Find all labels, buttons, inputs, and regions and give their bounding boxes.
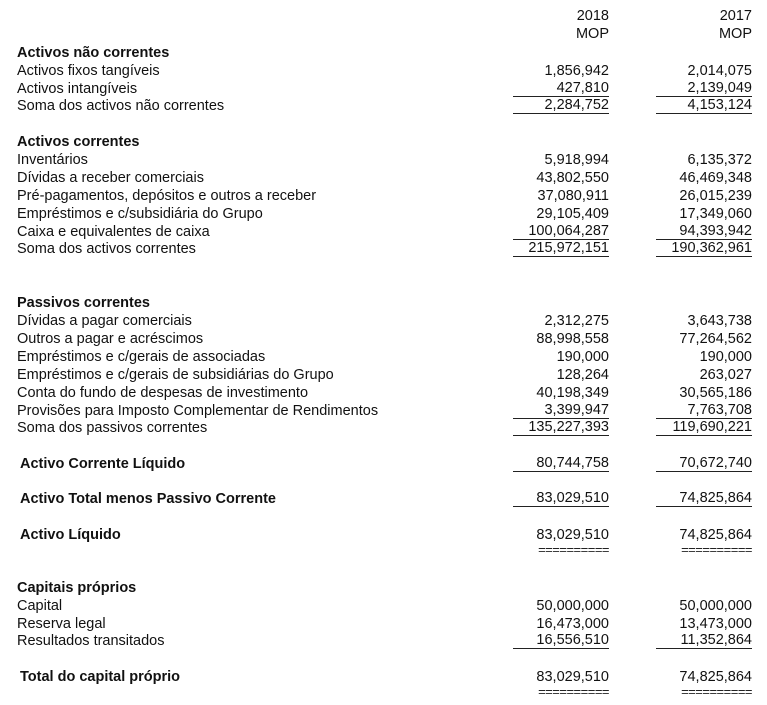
- table-row: Outros a pagar e acréscimos 88,998,558 77,264,562: [17, 331, 752, 347]
- table-row: Caixa e equivalentes de caixa 100,064,287 94,393,942: [17, 223, 752, 240]
- total-row-net-assets: Activo Líquido 83,029,510 74,825,864: [20, 527, 752, 543]
- section-title-current-assets: Activos correntes: [17, 134, 140, 150]
- section-title-non-current-assets: Activos não correntes: [17, 45, 170, 61]
- table-row: Activos intangíveis 427,810 2,139,049: [17, 80, 752, 97]
- column-header-years: [0, 8, 767, 26]
- double-underline: ==========: [681, 542, 752, 557]
- section-title-current-liabilities: Passivos correntes: [17, 295, 150, 311]
- double-underline: ==========: [681, 684, 752, 699]
- table-row: Capital 50,000,000 50,000,000: [17, 598, 752, 614]
- table-row: Empréstimos e c/subsidiária do Grupo 29,105,409 17,349,060: [17, 206, 752, 222]
- double-underline: ==========: [538, 684, 609, 699]
- table-row: Activos fixos tangíveis 1,856,942 2,014,075: [17, 63, 752, 79]
- section-title-equity: Capitais próprios: [17, 580, 137, 596]
- table-row: Empréstimos e c/gerais de associadas 190,000 190,000: [17, 349, 752, 365]
- double-underline: ==========: [538, 542, 609, 557]
- double-rule-row: [0, 544, 767, 562]
- double-rule-row: [0, 686, 767, 704]
- table-row: Resultados transitados 16,556,510 11,352,864: [17, 632, 752, 649]
- total-row-equity: Total do capital próprio 83,029,510 74,825,864: [20, 669, 752, 685]
- table-row: Conta do fundo de despesas de investimento 40,198,349 30,565,186: [17, 385, 752, 401]
- table-row: Inventários 5,918,994 6,135,372: [17, 152, 752, 168]
- table-row: Provisões para Imposto Complementar de Rendimentos 3,399,947 7,763,708: [17, 402, 752, 419]
- column-header-currency: [0, 26, 767, 44]
- subtotal-row-non-current-assets: Soma dos activos não correntes 2,284,752 4,153,124: [17, 97, 752, 114]
- year-2018-header: 2018: [576, 8, 609, 24]
- total-row-total-assets-less-current-liabilities: Activo Total menos Passivo Corrente 83,029,510 74,825,864: [20, 490, 752, 507]
- year-2017-header: 2017: [719, 8, 752, 24]
- currency-2017-header: MOP: [718, 26, 752, 42]
- table-row: Dívidas a pagar comerciais 2,312,275 3,643,738: [17, 313, 752, 329]
- table-row: Dívidas a receber comerciais 43,802,550 46,469,348: [17, 170, 752, 186]
- subtotal-row-current-assets: Soma dos activos correntes 215,972,151 190,362,961: [17, 240, 752, 257]
- subtotal-row-current-liabilities: Soma dos passivos correntes 135,227,393 119,690,221: [17, 419, 752, 436]
- currency-2018-header: MOP: [575, 26, 609, 42]
- table-row: Empréstimos e c/gerais de subsidiárias do Grupo 128,264 263,027: [17, 367, 752, 383]
- table-row: Pré-pagamentos, depósitos e outros a receber 37,080,911 26,015,239: [17, 188, 752, 204]
- total-row-net-current-assets: Activo Corrente Líquido 80,744,758 70,672,740: [20, 455, 752, 472]
- table-row: Reserva legal 16,473,000 13,473,000: [17, 616, 752, 632]
